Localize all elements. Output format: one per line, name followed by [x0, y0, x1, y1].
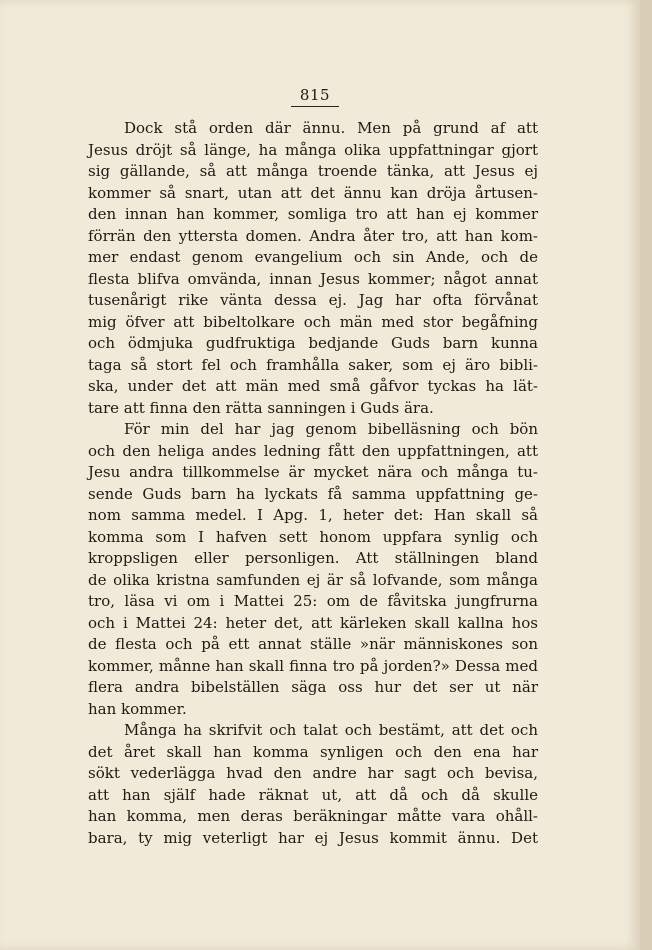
text-line: taga så stort fel och framhålla saker, som ej äro bibli- — [88, 355, 538, 374]
text-line: han kommer. — [88, 699, 187, 718]
text-line: kommer så snart, utan att det ännu kan dröja årtusen- — [88, 183, 538, 202]
text-line: tusenårigt rike vänta dessa ej. Jag har ofta förvånat — [88, 291, 538, 309]
text-line: sig gällande, så att många troende tänka, att Jesus ej — [88, 162, 538, 180]
text-line: sende Guds barn ha lyckats få samma uppfattning ge- — [88, 484, 538, 503]
text-line: och i Mattei 24: heter det, att kärleken skall kallna hos — [88, 613, 538, 632]
text-line: han komma, men deras beräkningar måtte vara ohåll- — [88, 807, 538, 825]
page-number: 815 — [299, 86, 331, 104]
text-line: det året skall han komma synligen och den ena har — [88, 742, 538, 761]
text-line: och den heliga andes ledning fått den uppfattningen, att — [88, 441, 538, 460]
page-edge — [640, 0, 652, 950]
text-line: Jesus dröjt så länge, ha många olika uppfattningar gjort — [88, 140, 538, 159]
text-line: tro, läsa vi om i Mattei 25: om de fåvitska jungfrurna — [88, 592, 538, 610]
text-line: För min del har jag genom bibelläsning och bön — [124, 420, 538, 438]
text-line: flera andra bibelställen säga oss hur det ser ut när — [88, 678, 538, 696]
text-line: tare att finna den rätta sanningen i Guds ära. — [88, 398, 434, 417]
text-line: Många ha skrifvit och talat och bestämt, att det och — [124, 721, 538, 739]
text-line: att han själf hade räknat ut, att då och då skulle — [88, 785, 538, 804]
text-line: och ödmjuka gudfruktiga bedjande Guds barn kunna — [88, 334, 538, 352]
text-line: mig öfver att bibeltolkare och män med stor begåfning — [88, 312, 538, 331]
text-line: flesta blifva omvända, innan Jesus kommer; något annat — [88, 269, 538, 288]
text-line: de flesta och på ett annat ställe »när människones son — [88, 635, 538, 653]
text-line: kommer, månne han skall finna tro på jorden?» Dessa med — [88, 656, 538, 675]
text-line: sökt vederlägga hvad den andre har sagt och bevisa, — [88, 764, 538, 782]
body-text — [88, 118, 538, 849]
text-line: komma som I hafven sett honom uppfara synlig och — [88, 527, 538, 546]
page-number-rule — [291, 106, 339, 107]
text-line: kroppsligen eller personligen. Att ställningen bland — [88, 549, 538, 567]
text-line: bara, ty mig veterligt har ej Jesus kommit ännu. Det — [88, 828, 538, 847]
text-line: ska, under det att män med små gåfvor tyckas ha lät- — [88, 377, 538, 395]
text-line: den innan han kommer, somliga tro att han ej kommer — [88, 205, 538, 223]
text-line: Jesu andra tillkommelse är mycket nära och många tu- — [88, 463, 538, 481]
text-line: förrän den yttersta domen. Andra åter tro, att han kom- — [88, 226, 538, 245]
text-line: nom samma medel. I Apg. 1, heter det: Han skall så — [88, 506, 538, 524]
text-line: mer endast genom evangelium och sin Ande, och de — [88, 248, 538, 266]
text-line: Dock stå orden där ännu. Men på grund af att — [124, 119, 538, 137]
text-line: de olika kristna samfunden ej är så lofvande, som många — [88, 570, 538, 589]
